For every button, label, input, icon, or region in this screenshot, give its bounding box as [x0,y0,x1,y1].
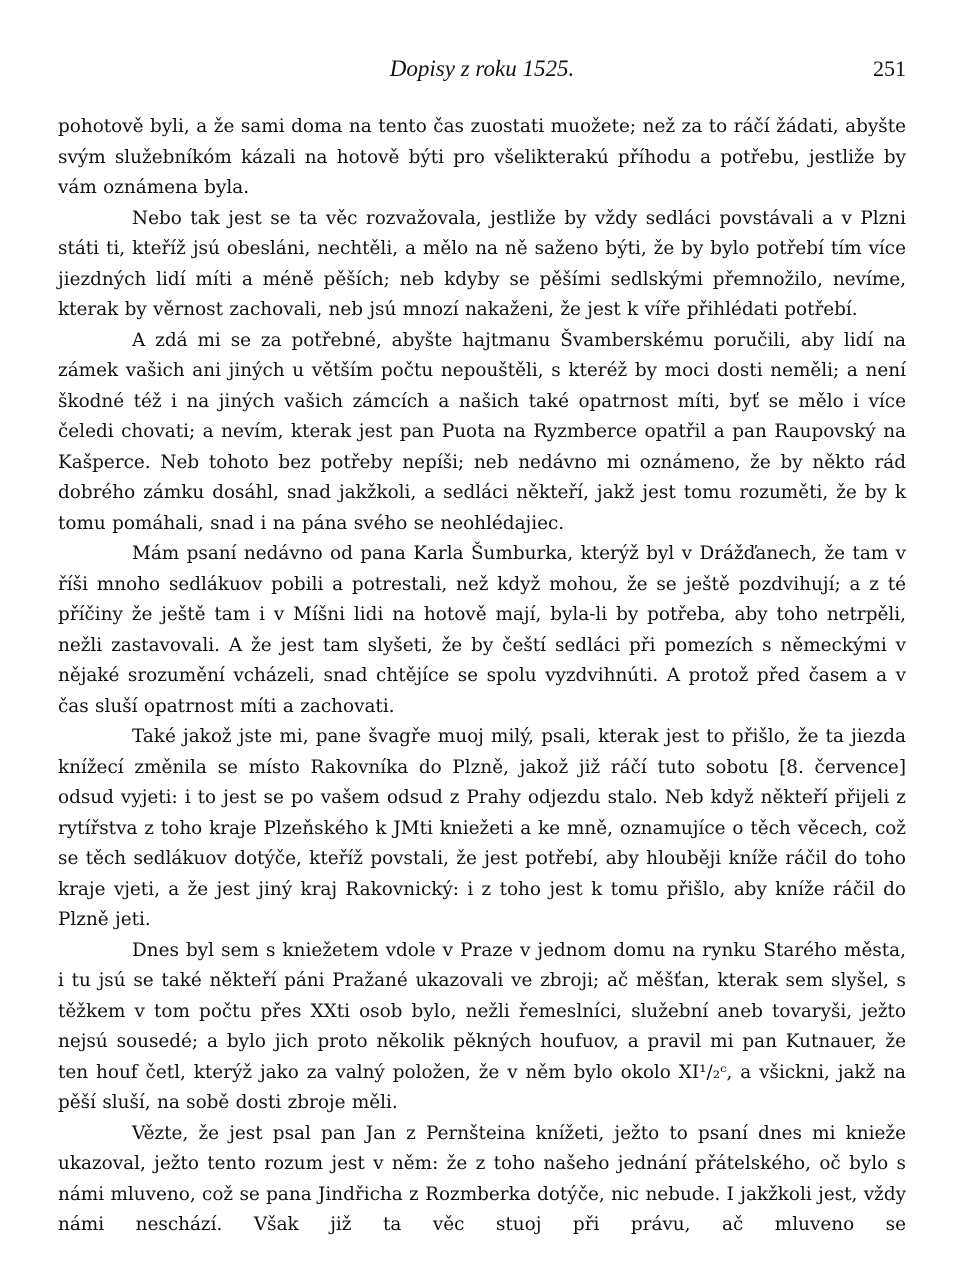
paragraph-4: Mám psaní nedávno od pana Karla Šumburka, kterýž byl v Drážďanech, že tam v říši mnoho sedlákuov pobili a potrestali, než když mohou, že se ještě pozdvihují; a z té příčiny že ještě tam i v Míšni lidi na hotově mají, byla-li by potřeba, aby toho netrpěli, nežli zastavovali. A že jest tam slyšeti, že by čeští sedláci při pomezích s německými v nějaké srozumění vcházeli, snad chtějíce se spolu vyzdvihnúti. A protož před časem a v čas sluší opatrnost míti a zachovati. [58,543,906,717]
paragraph-6: Dnes byl sem s kniežetem vdole v Praze v jednom domu na rynku Starého města, i tu jsú se také někteří páni Pražané ukazovali ve zbroji; ač měšťan, kterak sem slyšel, s těžkem v tom počtu přes XXti osob bylo, nežli řemeslníci, služební aneb tovaryši, ježto nejsú sousedé; a bylo jich proto několik pěkných houfuov, a pravil mi pan Kutnauer, že ten houf četl, kterýž jako za valný položen, že v něm bylo okolo XI¹/₂ᶜ, a všickni, jakž na pěší sluší, na sobě dosti zbroje měli. [58,939,906,1113]
running-title: Dopisy z roku 1525. [389,56,575,81]
paragraph-2: Nebo tak jest se ta věc rozvažovala, jestliže by vždy sedláci povstávali a v Plzni státi ti, kteříž jsú obesláni, nechtěli, a mělo na ně saženo býti, že by bylo potřebí tím více jiezdných lidí míti a méně pěších; neb kdyby se pěšími sedlskými přemnožilo, nevíme, kterak by věrnost zachovali, neb jsú mnozí nakaženi, že jest k víře přihlédati potřebí. [58,207,906,320]
paragraph-3: A zdá mi se za potřebné, abyšte hajtmanu Švamberskému poručili, aby lidí na zámek vašich ani jiných u větším počtu nepouštěli, s kteréž by moci dosti neměli; a není škodné též i na jiných vašich zámcích a našich také opatrnost míti, byť se mělo i více čeledi chovati; a nevím, kterak jest pan Puota na Ryzmberce opatřil a pan Raupovský na Kašperce. Neb tohoto bez potřeby nepíši; neb nedávno mi oznámeno, že by někto rád dobrého zámku dosáhl, snad jakžkoli, a sedláci někteří, jakž jest tomu rozuměti, že by k tomu pomáhali, snad i na pána svého se neohlédajiec. [58,329,906,534]
page-number: 251 [873,56,906,81]
paragraph-5: Také jakož jste mi, pane švagře muoj milý, psali, kterak jest to přišlo, že ta jiezda knížecí změnila se místo Rakovníka do Plzně, jakož již ráčí tuto sobotu [8. července] odsud vyjeti: i to jest se po vašem odsud z Prahy odjezdu stalo. Neb když někteří přijeli z rytířstva z toho kraje Plzeňského k JMti kniežeti a ke mně, oznamujíce o těch věcech, což se těch sedlákuov dotýče, kteříž povstali, že jest potřebí, aby hlouběji kníže ráčil do toho kraje vjeti, a že jest jiný kraj Rakovnický: i z toho jest k tomu přišlo, aby kníže ráčil do Plzně jeti. [58,726,906,930]
body-text [58,112,906,1241]
page-header [58,56,906,86]
paragraph-7: Vězte, že jest psal pan Jan z Pernšteina knížeti, ježto to psaní dnes mi knieže ukazoval, ježto tento rozum jest v něm: že z toho našeho jednání přátelského, oč bylo s námi mluveno, což se pana Jindřicha z Rozmberka dotýče, nic nebude. I jakžkoli jest, vždy námi neschází. Však již ta věc stuoj při právu, ač mluveno se [58,1122,906,1235]
document-page [58,56,906,1241]
paragraph-1: pohotově byli, a že sami doma na tento čas zuostati muožete; než za to ráčí žádati, abyšte svým služebníkóm kázali na hotově býti pro všelikterakú příhodu a potřebu, jestliže by vám oznámena byla. [58,116,906,198]
